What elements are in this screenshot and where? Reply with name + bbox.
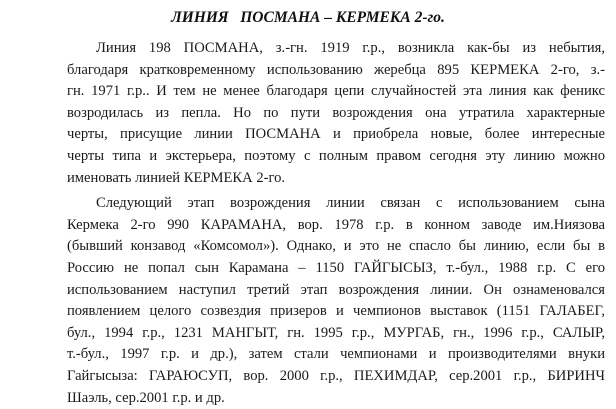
document-title: ЛИНИЯ ПОСМАНА – КЕРМЕКА 2-го. [0, 9, 616, 27]
text-line: возродилась из пепла. Но по пути возрождения она утратила характерные [67, 103, 605, 125]
paragraph-2 [67, 193, 605, 409]
text-line: Россию не попал сын Карамана – 1150 ГАЙГЫСЫЗ, т.-бул., 1988 г.р. С его [67, 258, 605, 280]
text-line: появлением целого созвездия призеров и чемпионов выставок (1151 ГАЛАБЕГ, [67, 301, 605, 323]
text-line: т.-бул., 1997 г.р. и др.), затем стали чемпионами и производителями внуки [67, 344, 605, 366]
text-line: Гайгысыза: ГАРАЮСУП, вор. 2000 г.р., ПЕХИМДАР, сер.2001 г.р., БИРИНЧ [67, 366, 605, 388]
document-body [67, 38, 605, 409]
text-line: использованием наступил третий этап возрождения линии. Он ознаменовался [67, 280, 605, 302]
text-line: Линия 198 ПОСМАНА, з.-гн. 1919 г.р., возникла как-бы из небытия, [67, 38, 605, 60]
text-line: черты типа и экстерьера, поэтому с полным правом сегодня эту линию можно [67, 146, 605, 168]
text-line: благодаря кратковременному использованию жеребца 895 КЕРМЕКА 2-го, з.- [67, 60, 605, 82]
text-line: именовать линией КЕРМЕКА 2-го. [67, 168, 605, 190]
paragraph-1 [67, 38, 605, 189]
text-line: Кермека 2-го 990 КАРАМАНА, вор. 1978 г.р. в конном заводе им.Ниязова [67, 215, 605, 237]
text-line: бул., 1994 г.р., 1231 МАНГЫТ, гн. 1995 г.р., МУРГАБ, гн., 1996 г.р., САЛЫР, [67, 323, 605, 345]
text-line: Следующий этап возрождения линии связан с использованием сына [67, 193, 605, 215]
text-line: Шаэль, сер.2001 г.р. и др. [67, 388, 605, 409]
text-line: (бывший конзавод «Комсомол»). Однако, и это не спасло бы линию, если бы в [67, 236, 605, 258]
text-line: черты, присущие линии ПОСМАНА и приобрела новые, более интересные [67, 124, 605, 146]
text-line: гн. 1971 г.р.. И тем не менее благодаря цепи случайностей эта линия как феникс [67, 81, 605, 103]
